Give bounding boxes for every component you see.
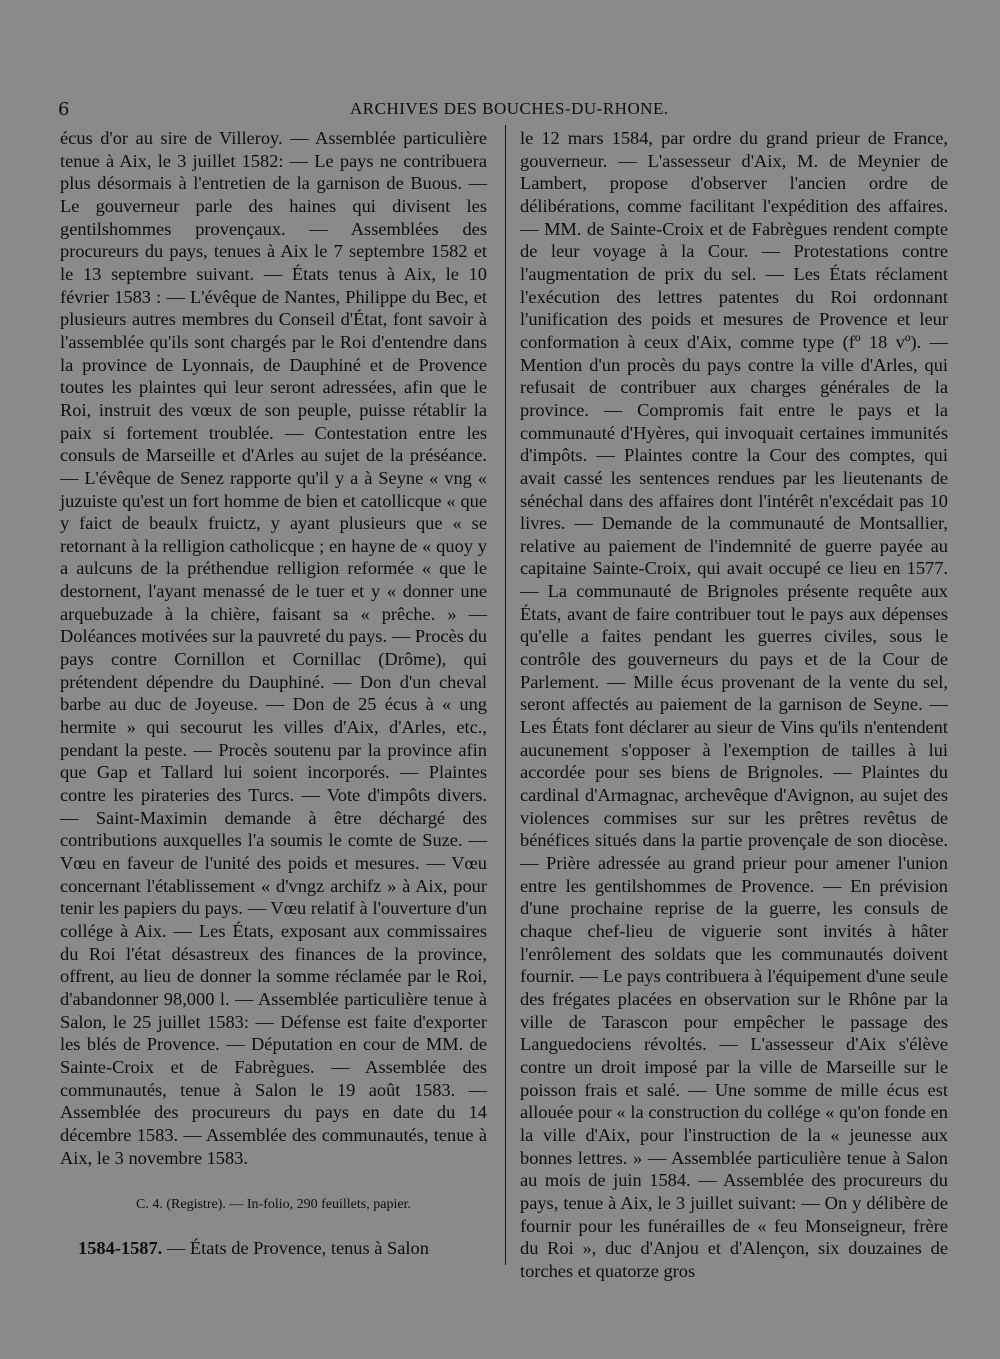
left-column <box>60 127 487 1169</box>
right-column <box>520 127 948 1282</box>
record-years: 1584-1587. <box>78 1238 163 1258</box>
right-column-text: le 12 mars 1584, par ordre du grand prieur de France, gouverneur. — L'assesseur d'Aix, M. de Meynier de Lambert, propose d'observer l'ancien ordre de délibérations, comme facilitant l'expédition des affaires. — MM. de Sainte-Croix et de Fabrègues rendent compte de leur voyage à la Cour. — Protestations contre l'augmentation de prix du sel. — Les États réclament l'exécution des lettres patentes du Roi ordonnant l'unification des poids et mesures de Provence et leur conformation à ceux d'Aix, comme type (fº 18 vº). — Mention d'un procès du pays contre la ville d'Arles, qui refusait de contribuer aux charges générales de la province. — Compromis fait entre le pays et la communauté d'Hyères, qui invoquait certaines immunités d'impôts. — Plaintes contre la Cour des comptes, qui avait cassé les sentences rendues par les lieutenants de sénéchal dans des affaires dont l'intérêt n'excédait pas 10 livres. — Demande de la communauté de Montsallier, relative au paiement de l'indemnité de guerre payée au capitaine Sainte-Croix, qui avait occupé ce lieu en 1577. — La communauté de Brignoles présente requête aux États, avant de faire contribuer tout le pays aux dépenses qu'elle a faites pendant les guerres civiles, sous le contrôle des gouverneurs du pays et de la Cour de Parlement. — Mille écus provenant de la vente du sel, seront affectés au paiement de la garnison de Seyne. — Les États font déclarer au sieur de Vins qu'ils n'entendent aucunement s'opposer à l'exemption de tailles à lui accordée pour ses biens de Brignoles. — Plaintes du cardinal d'Armagnac, archevêque d'Avignon, au sujet des violences commises sur sur les prêtres revêtus de bénéfices situés dans la partie provençale de son diocèse. — Prière adressée au grand prieur pour amener l'union entre les gentilshommes de Provence. — En prévision d'une prochaine reprise de la guerre, les consuls de chaque chef-lieu de viguerie sont invités à hâter l'enrôlement des soldats que les communautés doivent fournir. — Le pays contribuera à l'équipement d'une seule des frégates placées en observation sur le Rhône par la ville de Tarascon pour empêcher le passage des Languedociens révoltés. — L'assesseur d'Aix s'élève contre un droit imposé par la ville de Marseille sur le poisson frais et salé. — Une somme de mille écus est allouée pour « la construction du collége « qu'on fonde en la ville d'Aix, pour l'instruction de la « jeunesse aux bonnes lettres. » — Assemblée particulière tenue à Salon au mois de juin 1584. — Assemblée des procureurs du pays, tenue à Aix, le 3 juillet suivant: — On y délibère de fournir pour les funérailles de « feu Monseigneur, frère du Roi », duc d'Anjou et d'Alençon, six douzaines de torches et quatorze gros <box>520 128 948 1281</box>
running-title: ARCHIVES DES BOUCHES-DU-RHONE. <box>350 99 669 118</box>
record-entry <box>78 1237 487 1259</box>
record-entry-start: — États de Provence, tenus à Salon <box>162 1238 429 1258</box>
record-reference: C. 4. (Registre). — In-folio, 290 feuillets, papier. <box>136 1197 411 1212</box>
left-column-text: écus d'or au sire de Villeroy. — Assemblée particulière tenue à Aix, le 3 juillet 1582: — Le pays ne contribuera plus désormais à l'entretien de la garnison de Buous. — Le gouverneur parle des haines qui divisent les gentilshommes provençaux. — Assemblées des procureurs du pays, tenues à Aix le 7 septembre 1582 et le 13 septembre suivant. — États tenus à Aix, le 10 février 1583 : — L'évêque de Nantes, Philippe du Bec, et plusieurs autres membres du Conseil d'État, font savoir à l'assemblée qu'ils sont chargés par le Roi d'entendre dans la province de Lyonnais, de Dauphiné et de Provence toutes les plaintes qui leur seront adressées, afin que le Roi, instruit des vœux de son peuple, puisse rétablir la paix si fortement troublée. — Contestation entre les consuls de Marseille et d'Arles au sujet de la préséance. — L'évêque de Senez rapporte qu'il y a à Seyne « vng « juzuiste qu'est un fort homme de bien et catollicque « que y faict de beaulx fruictz, y ayant plusieurs que « se retornant à la relligion catholicque ; en hayne de « quoy y a aulcuns de la préthendue relligion reformée « que le destornent, l'ayant menassé de le tuer et y « donner une arquebuzade à la chière, faisant sa « prêche. » — Doléances motivées sur la pauvreté du pays. — Procès du pays contre Cornillon et Cornillac (Drôme), qui prétendent dépendre du Dauphiné. — Don d'un cheval barbe au duc de Joyeuse. — Don de 25 écus à « ung hermite » qui secourut les villes d'Aix, d'Arles, etc., pendant la peste. — Procès soutenu par la province afin que Gap et Tallard lui soient incorporés. — Plaintes contre les pirateries des Turcs. — Vote d'impôts divers. — Saint-Maximin demande à être déchargé des contributions auxquelles l'a soumis le comte de Suze. — Vœu en faveur de l'unité des poids et mesures. — Vœu concernant l'établissement « d'vngz archifz » à Aix, pour tenir les papiers du pays. — Vœu relatif à l'ouverture d'un collége à Aix. — Les États, exposant aux commissaires du Roi l'état désastreux des finances de la province, offrent, au lieu de donner la somme réclamée par le Roi, d'abandonner 98,000 l. — Assemblée particulière tenue à Salon, le 25 juillet 1583: — Défense est faite d'exporter les blés de Provence. — Députation en cour de MM. de Sainte-Croix et de Fabrègues. — Assemblée des communautés, tenue à Salon le 19 août 1583. — Assemblée des procureurs du pays en date du 14 décembre 1583. — Assemblée des communautés, tenue à Aix, le 3 novembre 1583. <box>60 128 487 1168</box>
column-divider <box>505 125 506 1265</box>
page-number: 6 <box>58 99 70 120</box>
